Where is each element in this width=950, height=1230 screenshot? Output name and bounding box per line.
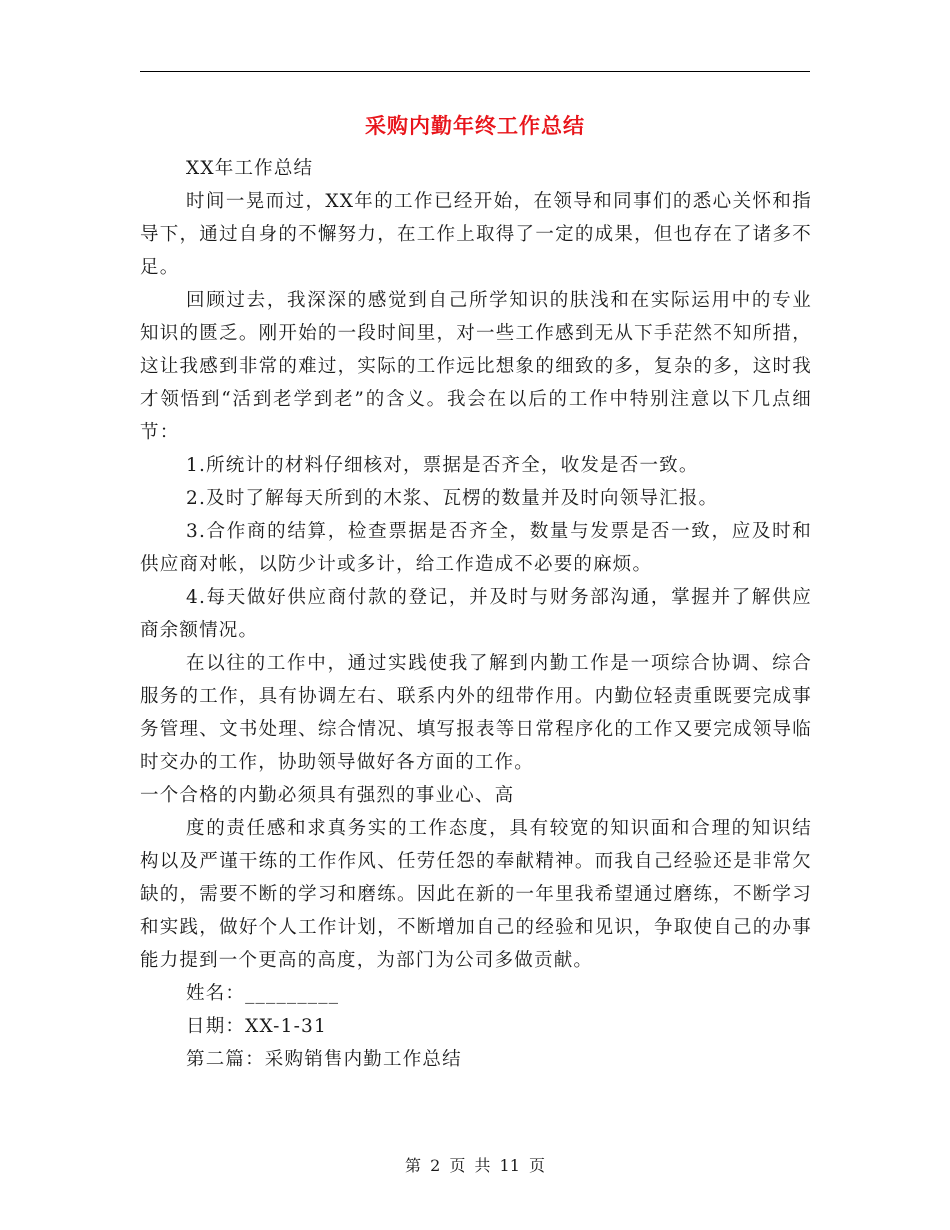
document-body bbox=[140, 152, 812, 1076]
header-rule bbox=[140, 71, 810, 72]
paragraph-plan: 度的责任感和求真务实的工作态度，具有较宽的知识面和合理的知识结构以及严谨干练的工作作风、任劳任怨的奉献精神。而我自己经验还是非常欠缺的，需要不断的学习和磨练。因此在新的一年里我希望通过磨练，不断学习和实践，做好个人工作计划，不断增加自己的经验和见识，争取使自己的办事能力提到一个更高的高度，为部门为公司多做贡献。 bbox=[140, 818, 812, 971]
signature-name: 姓名：_________ bbox=[186, 983, 340, 1004]
page-number: 第 2 页 共 11 页 bbox=[405, 1156, 545, 1175]
list-item-2: 2.及时了解每天所到的木浆、瓦楞的数量并及时向领导汇报。 bbox=[186, 488, 719, 509]
list-item-4: 4.每天做好供应商付款的登记，并及时与财务部沟通，掌握并了解供应商余额情况。 bbox=[140, 587, 812, 641]
paragraph-qualification: 一个合格的内勤必须具有强烈的事业心、高 bbox=[140, 785, 515, 806]
document-title: 采购内勤年终工作总结 bbox=[365, 114, 585, 138]
paragraph-review: 回顾过去，我深深的感觉到自己所学知识的肤浅和在实际运用中的专业知识的匮乏。刚开始的一段时间里，对一些工作感到无从下手茫然不知所措，这让我感到非常的难过，实际的工作远比想象的细致的多，复杂的多，这时我才领悟到“活到老学到老”的含义。我会在以后的工作中特别注意以下几点细节： bbox=[140, 290, 812, 443]
signature-date: 日期：XX-1-31 bbox=[186, 1016, 327, 1037]
paragraph-heading: XX年工作总结 bbox=[186, 158, 314, 179]
next-section-heading: 第二篇：采购销售内勤工作总结 bbox=[186, 1049, 462, 1070]
list-item-1: 1.所统计的材料仔细核对，票据是否齐全，收发是否一致。 bbox=[186, 455, 699, 476]
paragraph-experience: 在以往的工作中，通过实践使我了解到内勤工作是一项综合协调、综合服务的工作，具有协调左右、联系内外的纽带作用。内勤位轻责重既要完成事务管理、文书处理、综合情况、填写报表等日常程序化的工作又要完成领导临时交办的工作，协助领导做好各方面的工作。 bbox=[140, 653, 812, 773]
paragraph-intro: 时间一晃而过，XX年的工作已经开始，在领导和同事们的悉心关怀和指导下，通过自身的不懈努力，在工作上取得了一定的成果，但也存在了诸多不足。 bbox=[140, 191, 812, 278]
list-item-3: 3.合作商的结算，检查票据是否齐全，数量与发票是否一致，应及时和供应商对帐，以防少计或多计，给工作造成不必要的麻烦。 bbox=[140, 521, 812, 575]
